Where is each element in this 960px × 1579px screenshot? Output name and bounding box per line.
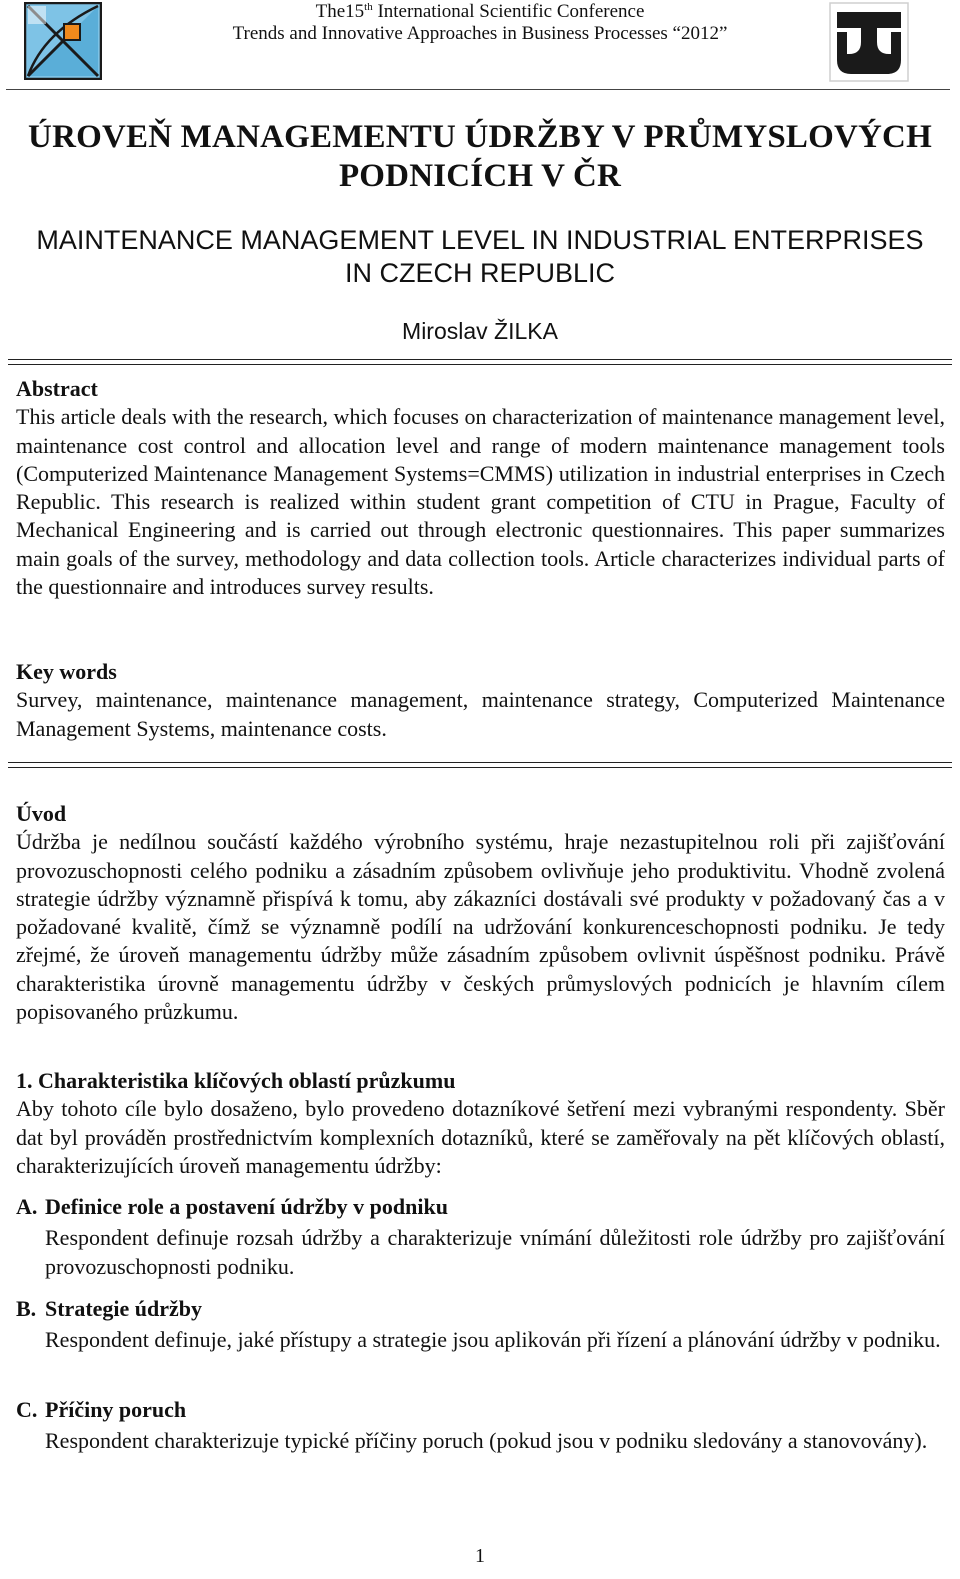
abstract-top-divider <box>8 359 952 365</box>
keywords-text: Survey, maintenance, maintenance management, maintenance strategy, Computerized Maintenance Management Systems, maintenance costs. <box>16 687 945 741</box>
keywords-heading: Key words <box>16 659 117 684</box>
subsection-a-title: Definice role a postavení údržby v podniku <box>45 1194 448 1219</box>
abstract-section <box>16 375 945 601</box>
section-1 <box>16 1067 945 1180</box>
conference-header: The15th International Scientific Conference Trends and Innovative Approaches in Business Processes “2012” <box>0 0 960 45</box>
subsection-c <box>16 1396 945 1456</box>
subsection-c-letter: C. <box>16 1397 38 1422</box>
subsection-a <box>16 1193 945 1281</box>
subsection-b-text: Respondent definuje, jaké přístupy a strategie jsou aplikován při řízení a plánování údržby v podniku. <box>45 1327 941 1353</box>
conference-subtitle: Trends and Innovative Approaches in Business Processes “2012” <box>232 23 728 44</box>
subsection-a-letter: A. <box>16 1194 38 1219</box>
subsection-c-title: Příčiny poruch <box>45 1397 187 1422</box>
abstract-text: This article deals with the research, which focuses on characterization of maintenance management level, maintenance cost control and allocation level and range of modern maintenance management tools (Computerized Maintenance Management Systems=CMMS) utilization in industrial enterprises in Czech Republic. This research is realized within student grant competition of CTU in Prague, Faculty of Mechanical Engineering and is carried out through electronic questionnaires. This paper summarizes main goals of the survey, methodology and data collection tools. Article characterizes individual parts of the questionnaire and introduces survey results. <box>16 404 945 600</box>
header-divider <box>6 89 950 90</box>
abstract-heading: Abstract <box>16 376 98 401</box>
section-1-heading: 1. Charakteristika klíčových oblastí průzkumu <box>16 1068 456 1093</box>
subsection-b-title: Strategie údržby <box>45 1296 203 1321</box>
subsection-b <box>16 1295 945 1355</box>
paper-title-english: MAINTENANCE MANAGEMENT LEVEL IN INDUSTRIAL ENTERPRISES IN CZECH REPUBLIC <box>36 225 924 288</box>
subsection-a-text: Respondent definuje rozsah údržby a charakterizuje vnímání důležitosti role údržby pro zajišťování provozuschopnosti podniku. <box>45 1225 945 1279</box>
keywords-section <box>16 658 945 743</box>
subsection-b-letter: B. <box>16 1296 37 1321</box>
intro-section <box>16 800 945 1026</box>
abstract-bottom-divider <box>8 762 952 768</box>
university-logo-icon <box>829 2 909 82</box>
intro-text: Údržba je nedílnou součástí každého výrobního systému, hraje nezastupitelnou roli při zajišťování provozuschopnosti celého podniku a zásadním způsobem ovlivňuje jeho produktivitu. Vhodně zvolená strategie údržby významně přispívá k tomu, aby zákazníci dostávali své produkty v požadovaný čas a v požadované kvalitě, čímž se významně podílí na udržování konkurenceschopnosti podniku. Je tedy zřejmé, že úroveň managementu údržby může zásadním způsobem ovlivnit úspěšnost podniku. Právě charakteristika úrovně managementu údržby v českých průmyslových podnicích je hlavním cílem popisovaného průzkumu. <box>16 829 945 1025</box>
paper-title-czech: ÚROVEŇ MANAGEMENTU ÚDRŽBY V PRŮMYSLOVÝCH PODNICÍCH V ČR <box>28 119 932 194</box>
page-number: 1 <box>475 1545 485 1567</box>
subsection-c-text: Respondent charakterizuje typické příčiny poruch (pokud jsou v podniku sledovány a stanovovány). <box>45 1428 928 1454</box>
intro-heading: Úvod <box>16 801 67 826</box>
section-1-text: Aby tohoto cíle bylo dosaženo, bylo provedeno dotazníkové šetření mezi vybranými respondenty. Sběr dat byl prováděn prostřednictvím komplexních dotazníků, které se zaměřovaly na pět klíčových oblastí, charakterizujících úroveň managementu údržby: <box>16 1096 945 1178</box>
author-name: Miroslav ŽILKA <box>402 318 558 344</box>
